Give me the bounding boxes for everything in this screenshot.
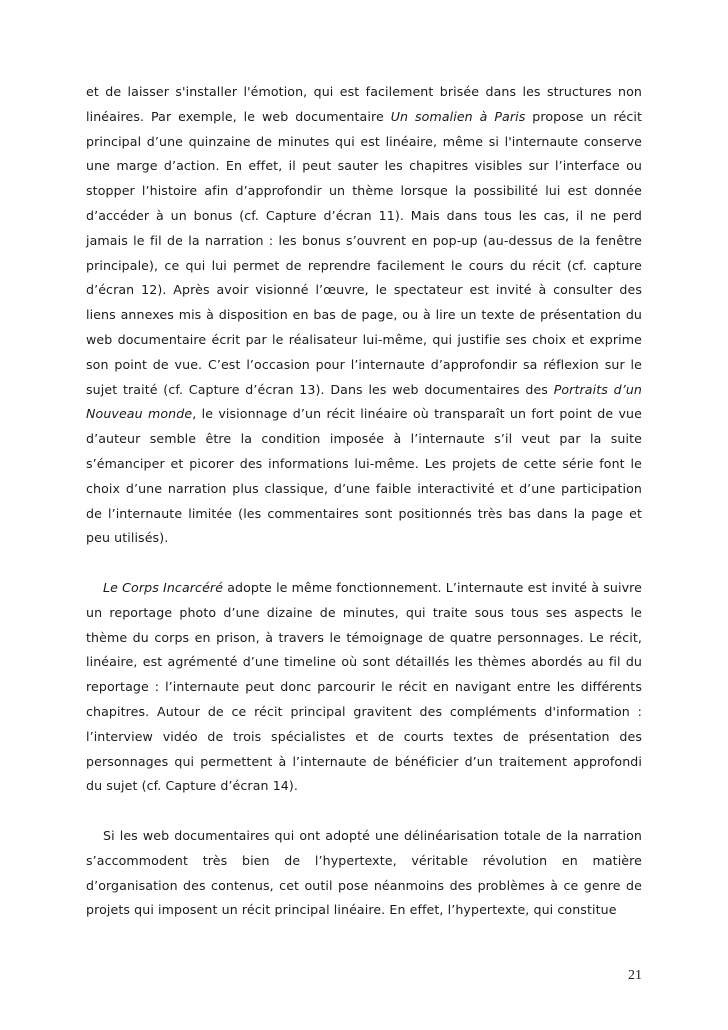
text-run: et de laisser s'installer l'émotion, qui est facilement brisée dans les structures non linéaires. Par exemple, le web documentaire [86,84,642,124]
italic-title-un-somalien-a-paris: Un somalien à Paris [390,108,526,124]
italic-title-le-corps-incarcere: Le Corps Incarcéré [103,579,224,595]
text-run: Si les web documentaires qui ont adopté une délinéarisation totale de la narration s’accommodent très bien de l’hypertexte, véritable révolution en matière d’organisation des contenus, cet outil pose néanmoins des problèmes à ce genre de projets qui imposent un récit principal linéaire. En effet, l’hypertexte, qui constitue [86,827,642,918]
paragraph-2 [86,576,642,799]
text-run: propose un récit principal d’une quinzaine de minutes qui est linéaire, même si l'internaute conserve une marge d’action. En effet, il peut sauter les chapitres visibles sur l’interface ou stopper l’histoire afin d’approfondir un thème lorsque la possibilité lui est donnée d’accéder à un bonus (cf. Capture d’écran 11). Mais dans tous les cas, il ne perd jamais le fil de la narration : les bonus s’ouvrent en pop-up (au-dessus de la fenêtre principale), ce qui lui permet de reprendre facilement le cours du récit (cf. capture d’écran 12). Après avoir visionné l’œuvre, le spectateur est invité à consulter des liens annexes mis à disposition en bas de page, ou à lire un texte de présentation du web documentaire écrit par le réalisateur lui-même, qui justifie ses choix et exprime son point de vue. C’est l’occasion pour l’internaute d’approfondir sa réflexion sur le sujet traité (cf. Capture d’écran 13). Dans les web documentaires des [86,108,643,397]
text-run: adopte le même fonctionnement. L’internaute est invité à suivre un reportage photo d’une dizaine de minutes, qui traite sous tous ses aspects le thème du corps en prison, à travers le témoignage de quatre personnages. Le récit, linéaire, est agrémenté d’une timeline où sont détaillés les thèmes abordés au fil du reportage : l’internaute peut donc parcourir le récit en navigant entre les différents chapitres. Autour de ce récit principal gravitent des compléments d'information : l’interview vidéo de trois spécialistes et de courts textes de présentation des personnages qui permettent à l’internaute de bénéficier d’un traitement approfondi du sujet (cf. Capture d’écran 14). [86,579,642,794]
page-number: 21 [628,968,642,983]
italic-title-portraits-nouveau-monde: Portraits d’un Nouveau monde [86,381,642,422]
text-run: , le visionnage d’un récit linéaire où transparaît un fort point de vue d’auteur semble être la condition imposée à l’internaute s’il veut par la suite s’émanciper et picorer des informations lui-même. Les projets de cette série font le choix d’une narration plus classique, d’une faible interactivité et d’une participation de l’internaute limitée (les commentaires sont positionnés très bas dans la page et peu utilisés). [86,406,642,546]
paragraph-3 [86,824,642,923]
body-text [86,80,642,923]
paragraph-1 [86,80,642,551]
